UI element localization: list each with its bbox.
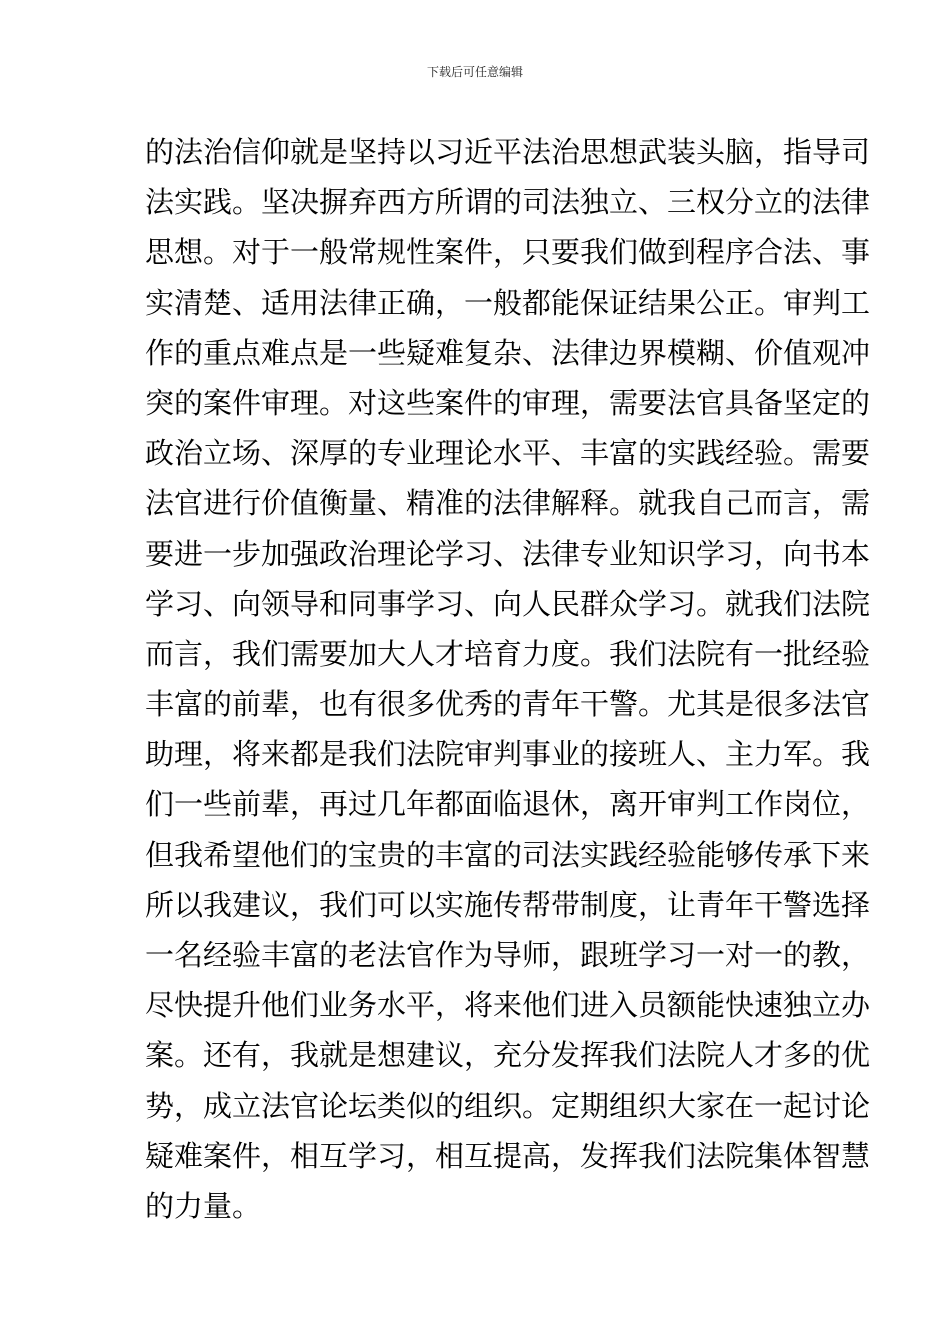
text-line: 的力量。 (145, 1188, 262, 1223)
text-line: 法官进行价值衡量、精准的法律解释。就我自己而言，需 (145, 486, 871, 521)
text-line: 所以我建议，我们可以实施传帮带制度，让青年干警选择 (145, 887, 871, 922)
page-header: 下载后可任意编辑 (426, 65, 523, 79)
text-line: 案。还有，我就是想建议，充分发挥我们法院人才多的优 (145, 1038, 871, 1073)
text-line: 势，成立法官论坛类似的组织。定期组织大家在一起讨论 (145, 1088, 871, 1123)
text-line: 思想。对于一般常规性案件，只要我们做到程序合法、事 (145, 235, 871, 270)
text-line: 作的重点难点是一些疑难复杂、法律边界模糊、价值观冲 (145, 335, 871, 370)
text-line: 学习、向领导和同事学习、向人民群众学习。就我们法院 (145, 586, 871, 621)
text-line: 丰富的前辈，也有很多优秀的青年干警。尤其是很多法官 (145, 687, 871, 722)
text-line: 但我希望他们的宝贵的丰富的司法实践经验能够传承下来 (145, 837, 871, 872)
text-line: 实清楚、适用法律正确，一般都能保证结果公正。审判工 (145, 285, 871, 320)
text-line: 尽快提升他们业务水平，将来他们进入员额能快速独立办 (145, 988, 871, 1023)
text-line: 助理，将来都是我们法院审判事业的接班人、主力军。我 (145, 737, 871, 772)
text-line: 们一些前辈，再过几年都面临退休，离开审判工作岗位， (145, 787, 871, 822)
text-line: 突的案件审理。对这些案件的审理，需要法官具备坚定的 (145, 385, 871, 420)
body-paragraph (145, 127, 871, 1231)
text-line: 的法治信仰就是坚持以习近平法治思想武装头脑，指导司 (145, 135, 871, 169)
text-line: 而言，我们需要加大人才培育力度。我们法院有一批经验 (145, 636, 871, 671)
text-line: 法实践。坚决摒弃西方所谓的司法独立、三权分立的法律 (145, 185, 871, 220)
text-line: 一名经验丰富的老法官作为导师，跟班学习一对一的教， (145, 938, 871, 972)
text-line: 要进一步加强政治理论学习、法律专业知识学习，向书本 (145, 536, 871, 571)
text-line: 政治立场、深厚的专业理论水平、丰富的实践经验。需要 (145, 436, 871, 471)
text-line: 疑难案件，相互学习，相互提高，发挥我们法院集体智慧 (145, 1138, 871, 1173)
